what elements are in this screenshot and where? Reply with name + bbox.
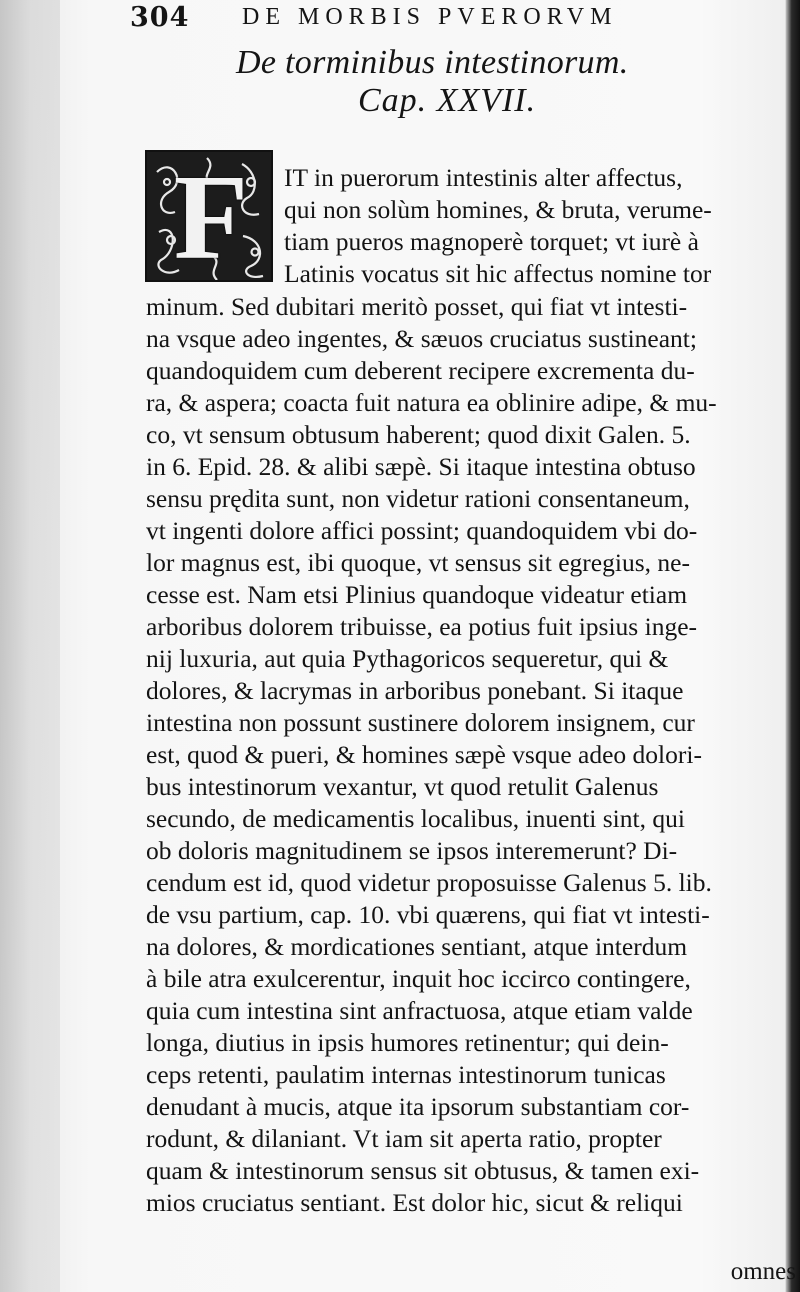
- text-line: lor magnus est, ibi quoque, vt sensus sit egregius, ne-: [146, 548, 690, 577]
- text-line: de vsu partium, cap. 10. vbi quærens, qui fiat vt intesti-: [146, 900, 710, 929]
- text-line: minum. Sed dubitari meritò posset, qui fiat vt intesti-: [146, 292, 688, 321]
- chapter-title: De torminibus intestinorum.: [236, 44, 629, 81]
- text-line: IT in puerorum intestinis alter affectus,: [284, 163, 683, 192]
- text-line: bus intestinorum vexantur, vt quod retulit Galenus: [146, 772, 659, 801]
- initial-letter: F: [173, 150, 249, 282]
- text-line: co, vt sensum obtusum haberent; quod dixit Galen. 5.: [146, 420, 691, 449]
- text-line: vt ingenti dolore affici possint; quandoquidem vbi do-: [146, 516, 698, 545]
- text-line: dolores, & lacrymas in arboribus ponebant. Si itaque: [146, 676, 684, 705]
- text-line: ceps retenti, paulatim internas intestinorum tunicas: [146, 1060, 666, 1089]
- text-line: mios cruciatus sentiant. Est dolor hic, sicut & reliqui: [146, 1188, 683, 1217]
- text-line: nij luxuria, aut quia Pythagoricos sequeretur, qui &: [146, 644, 669, 673]
- text-line: ra, & aspera; coacta fuit natura ea oblinire adipe, & mu-: [146, 388, 717, 417]
- text-line: Latinis vocatus sit hic affectus nomine tor: [284, 259, 712, 288]
- text-line: cesse est. Nam etsi Plinius quandoque videatur etiam: [146, 580, 688, 609]
- text-line: sensu prędita sunt, non videtur rationi consentaneum,: [146, 484, 690, 513]
- text-line: na dolores, & mordicationes sentiant, atque interdum: [146, 932, 688, 961]
- text-line: na vsque adeo ingentes, & sæuos cruciatus sustineant;: [146, 324, 697, 353]
- text-line: est, quod & pueri, & homines sæpè vsque adeo dolori-: [146, 740, 702, 769]
- text-line: secundo, de medicamentis localibus, inuenti sint, qui: [146, 804, 685, 833]
- running-head: [130, 2, 770, 36]
- catchword: omnes: [730, 1258, 796, 1285]
- text-line: à bile atra exulcerentur, inquit hoc iccirco contingere,: [146, 964, 691, 993]
- text-line: qui non solùm homines, & bruta, verume-: [284, 195, 712, 224]
- text-line: intestina non possunt sustinere dolorem insignem, cur: [146, 708, 695, 737]
- text-line: arboribus dolorem tribuisse, ea potius fuit ipsius inge-: [146, 612, 698, 641]
- text-line: ob doloris magnitudinem se ipsos interemerunt? Di-: [146, 836, 678, 865]
- running-title: DE MORBIS PVERORVM: [242, 4, 618, 30]
- text-line: quandoquidem cum deberent recipere excrementa du-: [146, 356, 695, 385]
- text-line: cendum est id, quod videtur proposuisse Galenus 5. lib.: [146, 868, 712, 897]
- page-edge-shadow: [786, 0, 800, 1292]
- text-line: longa, diutius in ipsis humores retinentur; qui dein-: [146, 1028, 669, 1057]
- text-line: quia cum intestina sint anfractuosa, atque etiam valde: [146, 996, 693, 1025]
- text-line: tiam pueros magnoperè torquet; vt iurè à: [284, 227, 699, 256]
- text-line: rodunt, & dilaniant. Vt iam sit aperta ratio, propter: [146, 1124, 662, 1153]
- decorated-initial: [145, 150, 273, 282]
- text-line: denudant à mucis, atque ita ipsorum substantiam cor-: [146, 1092, 690, 1121]
- chapter-number: Cap. XXVII.: [358, 82, 537, 119]
- page-gutter-shadow: [0, 0, 60, 1292]
- page-number: 304: [130, 2, 190, 33]
- text-line: quam & intestinorum sensus sit obtusus, & tamen exi-: [146, 1156, 700, 1185]
- text-line: in 6. Epid. 28. & alibi sæpè. Si itaque intestina obtuso: [146, 452, 696, 481]
